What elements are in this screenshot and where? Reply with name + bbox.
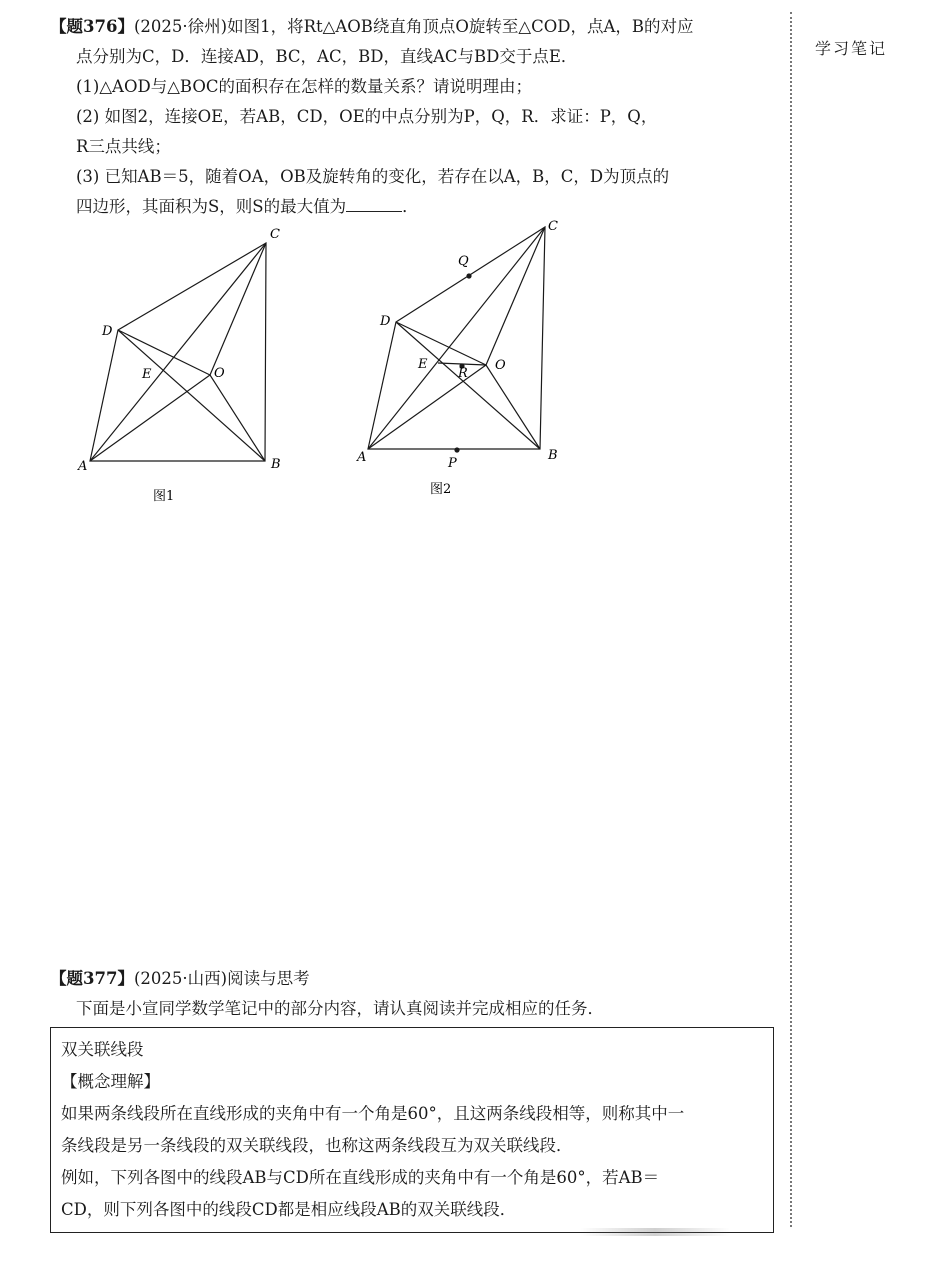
fig2-label-p: P: [448, 456, 457, 471]
figure-1: [70, 220, 310, 510]
fig2-label-q: Q: [458, 254, 469, 269]
problem-377-tag: 【题377】: [50, 969, 134, 988]
note-line: 如果两条线段所在直线形成的夹角中有一个角是60°，且这两条线段相等，则称其中一: [61, 1104, 685, 1123]
problem-376-tag: 【题376】: [50, 17, 134, 36]
line-co: [210, 243, 266, 375]
fig2-label-d: D: [380, 314, 391, 329]
note-title: 双关联线段: [61, 1040, 144, 1059]
point-p: [454, 447, 459, 452]
concept-note-box: [50, 1027, 774, 1233]
fig2-label-b: B: [548, 448, 558, 463]
line-bd-2: [396, 322, 540, 449]
fig2-label-r: R: [458, 366, 468, 381]
problem-376-source: (2025·徐州): [133, 17, 228, 36]
fig2-label-o: O: [495, 358, 506, 373]
study-notes-label: 学习笔记: [815, 39, 888, 58]
line-co-2: [486, 227, 545, 365]
problem-377-intro: 下面是小宣同学数学笔记中的部分内容，请认真阅读并完成相应的任务．: [76, 999, 604, 1018]
problem-376-part-1: (1)△AOD与△BOC的面积存在怎样的数量关系？请说明理由；: [76, 77, 533, 96]
problem-376-part-3: (3) 已知AB＝5，随着OA，OB及旋转角的变化，若存在以A，B，C，D为顶点的: [76, 167, 670, 186]
point-q: [466, 273, 471, 278]
note-line: 例如，下列各图中的线段AB与CD所在直线形成的夹角中有一个角是60°，若AB＝: [61, 1168, 660, 1187]
problem-377-source: (2025·山西): [133, 969, 228, 988]
fig2-label-a: A: [357, 450, 367, 465]
fig2-label-e: E: [418, 357, 428, 372]
note-line: 条线段是另一条线段的双关联线段，也称这两条线段互为双关联线段．: [61, 1136, 573, 1155]
problem-376-line-1: 【题376】(2025·徐州)如图1，将Rt△AOB绕直角顶点O旋转至△COD，点A，B的对应: [50, 17, 694, 36]
problem-376-part-2: (2) 如图2，连接OE，若AB，CD，OE的中点分别为P，Q，R．求证：P，Q，: [76, 107, 658, 126]
line-ao-2: [368, 365, 486, 449]
figure-1-lines: [90, 243, 266, 461]
fig1-label-e: E: [142, 367, 152, 382]
fig1-label-d: D: [102, 324, 113, 339]
problem-377-heading: 阅读与思考: [227, 969, 310, 988]
line-bo-2: [486, 365, 540, 449]
fig1-caption: 图1: [153, 489, 175, 504]
line-ac: [90, 243, 266, 461]
figure-2: [350, 215, 590, 505]
note-section-heading: 【概念理解】: [61, 1072, 160, 1091]
line-do: [118, 330, 210, 375]
answer-blank[interactable]: [346, 193, 402, 212]
problem-376-part-3-cont: 四边形，其面积为S，则S的最大值为 ．: [50, 192, 785, 222]
line-ao: [90, 375, 210, 461]
problem-376-line-2: 点分别为C，D．连接AD，BC，AC，BD，直线AC与BD交于点E．: [76, 47, 578, 66]
problem-377-header: [50, 964, 785, 994]
line-bo: [210, 375, 265, 461]
line-do-2: [396, 322, 486, 365]
notes-margin-divider: [790, 12, 792, 1227]
fig2-label-c: C: [548, 219, 558, 234]
problem-376-part-2-cont: R三点共线；: [76, 137, 171, 156]
note-line: CD，则下列各图中的线段CD都是相应线段AB的双关联线段．: [61, 1200, 517, 1219]
problem-377: [50, 964, 785, 1024]
figure-2-midpoints: [454, 273, 471, 452]
fig1-label-o: O: [214, 366, 225, 381]
fig1-label-a: A: [78, 459, 88, 474]
line-bd: [118, 330, 265, 461]
fig2-caption: 图2: [430, 482, 452, 497]
fig1-label-b: B: [271, 457, 281, 472]
fig1-label-c: C: [270, 227, 280, 242]
problem-376: [50, 12, 785, 222]
scan-smudge: [580, 1228, 730, 1236]
figure-2-lines: [368, 227, 545, 449]
